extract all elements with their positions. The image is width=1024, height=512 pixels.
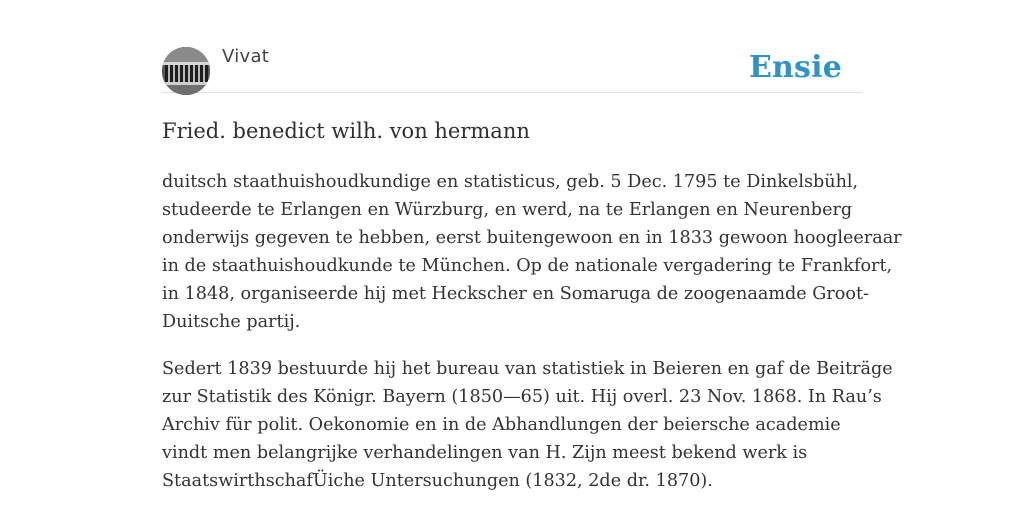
paragraph-line: StaatswirthschafÜiche Untersuchungen (1832, 2de dr. 1870).	[162, 471, 713, 491]
paragraph-line: Duitsche partij.	[162, 312, 301, 332]
paragraph-line: zur Statistik des Königr. Bayern (1850—65) uit. Hij overl. 23 Nov. 1868. In Rau’s	[162, 387, 882, 407]
paragraph-line: in de staathuishoudkunde te München. Op de nationale vergadering te Frankfort,	[162, 256, 893, 276]
article-body	[162, 168, 902, 512]
paragraph-line: duitsch staathuishoudkundige en statisticus, geb. 5 Dec. 1795 te Dinkelsbühl,	[162, 172, 859, 192]
paragraph-line: in 1848, organiseerde hij met Heckscher en Somaruga de zoogenaamde Groot-	[162, 284, 869, 304]
paragraph-line: studeerde te Erlangen en Würzburg, en werd, na te Erlangen en Neurenberg	[162, 200, 853, 220]
author-name[interactable]: Vivat	[222, 46, 270, 67]
author-avatar[interactable]	[162, 47, 210, 95]
paragraph	[162, 355, 893, 495]
paragraph	[162, 168, 902, 336]
paragraph-line: Sedert 1839 bestuurde hij het bureau van statistiek in Beieren en gaf de Beiträge	[162, 359, 893, 379]
paragraph-line: onderwijs gegeven te hebben, eerst buitengewoon en in 1833 gewoon hoogleeraar	[162, 228, 902, 248]
header	[162, 0, 862, 93]
brand-logo[interactable]: Ensie	[748, 50, 842, 85]
page-title: Fried. benedict wilh. von hermann	[162, 119, 530, 143]
paragraph-line: vindt men belangrijke verhandelingen van H. Zijn meest bekend werk is	[162, 443, 808, 463]
paragraph-line: Archiv für polit. Oekonomie en in de Abhandlungen der beiersche academie	[162, 415, 841, 435]
bookshelf-avatar-icon	[162, 47, 210, 95]
page	[162, 0, 902, 491]
